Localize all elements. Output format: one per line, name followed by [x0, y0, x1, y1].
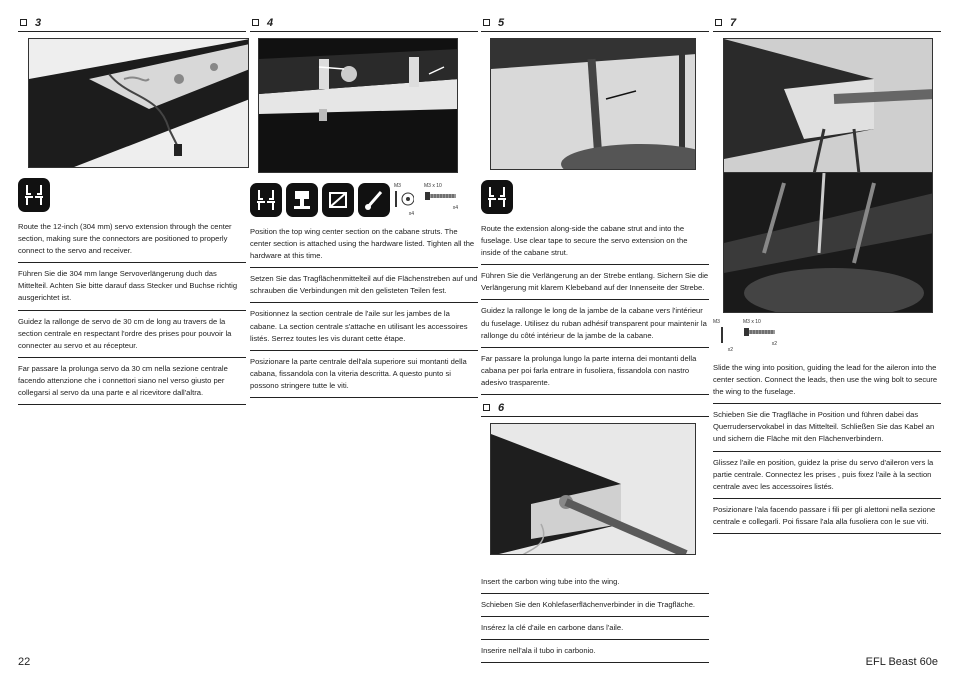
step-7-header: [713, 14, 941, 32]
step-7-photo-top: [723, 38, 933, 173]
checkbox-icon[interactable]: [483, 404, 490, 411]
step-number: 5: [498, 16, 505, 29]
step-number: 4: [267, 16, 274, 29]
step-4-icons: [250, 183, 478, 221]
step-number: 3: [35, 16, 42, 29]
step-3-header: [18, 14, 246, 32]
paragraph-en: Slide the wing into position, guiding the lead for the aileron into the center section. Connect the leads, then use the wing bolt to secure the wing to the fuselage.: [713, 357, 941, 404]
paragraph-fr: Guidez la rallonge le long de la jambe de la cabane vers l'intérieur du fuselage. Utilisez du ruban adhésif transparent pour maintenir la rallonge du côté intérieur de la jambe de la cabane.: [481, 300, 709, 347]
step-3-column: [18, 14, 246, 405]
step-7-icons: [713, 319, 941, 357]
step-6-header: [481, 399, 709, 417]
hardware-legend: [394, 183, 458, 217]
washer-label: M3: [394, 183, 401, 189]
step-4-text: [250, 221, 478, 398]
wing-mount-icon: [18, 178, 50, 212]
bolt-count: x4: [452, 205, 458, 211]
tape-icon: [322, 183, 354, 217]
step-3-photo: [28, 38, 249, 168]
step-5-icons: [481, 180, 709, 218]
paragraph-fr: Insérez la clé d'aile en carbone dans l'aile.: [481, 617, 709, 640]
step-7-text: [713, 357, 941, 534]
paragraph-it: Inserire nell'ala il tubo in carbonio.: [481, 640, 709, 663]
paragraph-it: Posizionare l'ala facendo passare i fili per gli alettoni nella sezione centrale e collegarli. Poi fissare l'ala alla fusoliera con le sue viti.: [713, 499, 941, 534]
step-4-photo: [258, 38, 458, 173]
wing-mount-icon: [250, 183, 282, 217]
step-7-photo-bottom: [723, 173, 933, 313]
washer-count: x2: [727, 347, 733, 353]
page-number: 22: [18, 656, 31, 668]
step-5-header: [481, 14, 709, 32]
paragraph-de: Setzen Sie das Tragflächenmittelteil auf die Flächenstreben auf und schrauben die Verbindungen mit den gelisteten Teilen fest.: [250, 268, 478, 303]
step-4-header: [250, 14, 478, 32]
paragraph-en: Position the top wing center section on the cabane struts. The center section is attached using the hardware listed. Tighten all the hardware at this time.: [250, 221, 478, 268]
paragraph-en: Route the extension along-side the cabane strut and into the fuselage. Use clear tape to secure the servo extension on the inside of the cabane strut.: [481, 218, 709, 265]
paragraph-en: Route the 12-inch (304 mm) servo extension through the center section, making sure the connectors are positioned to properly connect to the servo and receiver.: [18, 216, 246, 263]
bolt-icon: [743, 325, 777, 339]
paragraph-en: Insert the carbon wing tube into the wing.: [481, 571, 709, 594]
washer-icon: [713, 325, 733, 345]
bolt-label: M3 x 10: [424, 183, 442, 189]
paragraph-fr: Glissez l'aile en position, guidez la prise du servo d'aileron vers la partie centrale. Connectez les prises , puis fixez l'aile à la section centrale avec les accessoires listés.: [713, 452, 941, 499]
paragraph-de: Schieben Sie die Tragfläche in Position und führen dabei das Querruderservokabel in das Mittelteil. Schließen Sie das Kabel an und sichern die Fläche mit den Flächenverbindern.: [713, 404, 941, 451]
step-4-column: [250, 14, 478, 398]
paragraph-de: Führen Sie die 304 mm lange Servoverlängerung duch das Mittelteil. Achten Sie bitte darauf dass Stecker und Buchse richtig ausgerichtet ist.: [18, 263, 246, 310]
wing-mount-icon: [481, 180, 513, 214]
washer-label: M3: [713, 319, 720, 325]
paragraph-fr: Positionnez la section centrale de l'aile sur les jambes de la cabane. La section centrale s'attache en utilisant les accessoires listés. Serrez toutes les vis durant cette étape.: [250, 303, 478, 350]
step-5-text: [481, 218, 709, 395]
wrench-icon: [286, 183, 318, 217]
washer-icon: [394, 189, 414, 209]
step-3-text: [18, 216, 246, 405]
step-3-icons: [18, 178, 246, 216]
checkbox-icon[interactable]: [20, 19, 27, 26]
step-number: 7: [730, 16, 737, 29]
step-number: 6: [498, 401, 505, 414]
checkbox-icon[interactable]: [483, 19, 490, 26]
paragraph-it: Far passare la prolunga servo da 30 cm nella sezione centrale facendo attenzione che i connettori siano nel verso giusto per collegarsi al servo da una parte e al ricevitore dall'altra.: [18, 358, 246, 405]
bolt-label: M3 x 10: [743, 319, 761, 325]
bolt-count: x2: [771, 341, 777, 347]
bolt-icon: [424, 189, 458, 203]
washer-count: x4: [408, 211, 414, 217]
hardware-legend: [713, 319, 777, 353]
paragraph-it: Posizionare la parte centrale dell'ala superiore sui montanti della cabana, fissandola con la viteria descritta. A questo punto si possono stringere tutte le viti.: [250, 351, 478, 398]
paragraph-de: Schieben Sie den Kohlefaserflächenverbinder in die Tragfläche.: [481, 594, 709, 617]
step-7-column: [713, 14, 941, 534]
step-6-text: [481, 571, 709, 663]
paragraph-fr: Guidez la rallonge de servo de 30 cm de long au travers de la section centrale en respectant l'ordre des prises pour pouvoir la connecter au servo et au récepteur.: [18, 311, 246, 358]
step-5-photo: [490, 38, 696, 170]
paragraph-it: Far passare la prolunga lungo la parte interna dei montanti della cabana per poi farla entrare in fusoliera, fissandola con nastro adesivo trasparente.: [481, 348, 709, 395]
paragraph-de: Führen Sie die Verlängerung an der Strebe entlang. Sichern Sie die Verlängerung mit klarem Klebeband auf der Innenseite der Strebe.: [481, 265, 709, 300]
screwdriver-icon: [358, 183, 390, 217]
step-6-photo: [490, 423, 696, 555]
checkbox-icon[interactable]: [715, 19, 722, 26]
checkbox-icon[interactable]: [252, 19, 259, 26]
manual-title: EFL Beast 60e: [865, 656, 938, 668]
step-5-6-column: [481, 14, 709, 663]
